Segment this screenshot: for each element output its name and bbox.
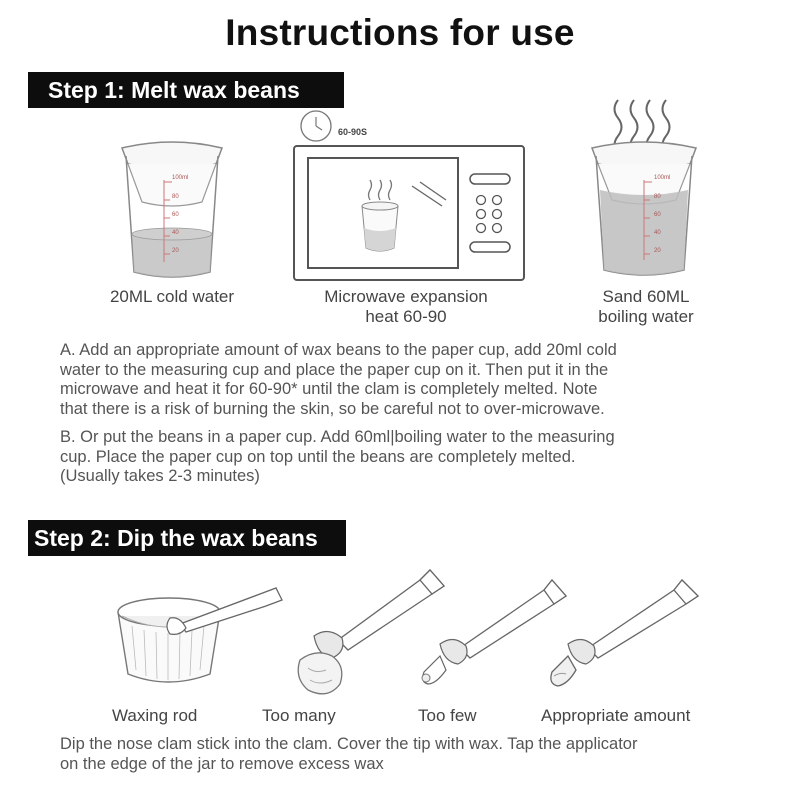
microwave-illustration (290, 108, 530, 284)
scale-label: 80 (654, 194, 661, 200)
method-b-line: (Usually takes 2-3 minutes) (60, 467, 260, 485)
dip-instruction-line: on the edge of the jar to remove excess wax (60, 754, 384, 773)
scale-label: 20 (654, 248, 661, 254)
microwave-caption-line2: heat 60-90 (365, 307, 447, 326)
method-a-paragraph (60, 341, 760, 419)
dip-instruction-line: Dip the nose clam stick into the clam. Cover the tip with wax. Tap the applicator (60, 735, 638, 753)
cold-water-cup-illustration (112, 134, 232, 284)
scale-label: 20 (172, 248, 179, 254)
timer-label: 60-90S (338, 127, 368, 137)
method-a-line: A. Add an appropriate amount of wax beans to the paper cup, add 20ml cold (60, 341, 617, 359)
waxing-rod-illustration (110, 582, 290, 700)
method-a-line: microwave and heat it for 60-90* until the clam is completely melted. Note (60, 380, 598, 398)
scale-label: 40 (654, 230, 661, 236)
too-many-caption: Too many (262, 706, 336, 725)
appropriate-caption: Appropriate amount (541, 706, 691, 725)
scale-label: 80 (172, 194, 179, 200)
method-b-paragraph (60, 428, 760, 487)
step1-banner: Step 1: Melt wax beans (28, 72, 344, 108)
method-b-line: cup. Place the paper cup on top until the beans are completely melted. (60, 447, 576, 466)
scale-label: 100ml (654, 175, 671, 181)
appropriate-wax-illustration (540, 572, 710, 700)
boiling-caption-line1: Sand 60ML (602, 287, 690, 306)
scale-label: 60 (654, 212, 661, 218)
method-a-line: water to the measuring cup and place the paper cup on it. Then put it in the (60, 360, 609, 379)
page-title: Instructions for use (225, 12, 575, 53)
step2-banner: Step 2: Dip the wax beans (28, 520, 346, 556)
cold-water-caption: 20ML cold water (109, 287, 235, 306)
scale-label: 40 (172, 230, 179, 236)
scale-label: 60 (172, 212, 179, 218)
scale-label: 100ml (172, 175, 189, 181)
waxing-rod-caption: Waxing rod (112, 706, 198, 725)
method-a-line: that there is a risk of burning the skin, so be careful not to over-microwave. (60, 399, 605, 418)
dip-instruction-paragraph (60, 735, 780, 774)
boiling-water-cup-illustration (584, 96, 704, 284)
method-b-line: B. Or put the beans in a paper cup. Add 60ml|boiling water to the measuring (60, 428, 615, 446)
microwave-caption-line1: Microwave expansion (324, 287, 488, 306)
too-few-caption: Too few (418, 706, 477, 725)
boiling-caption-line2: boiling water (598, 307, 694, 326)
